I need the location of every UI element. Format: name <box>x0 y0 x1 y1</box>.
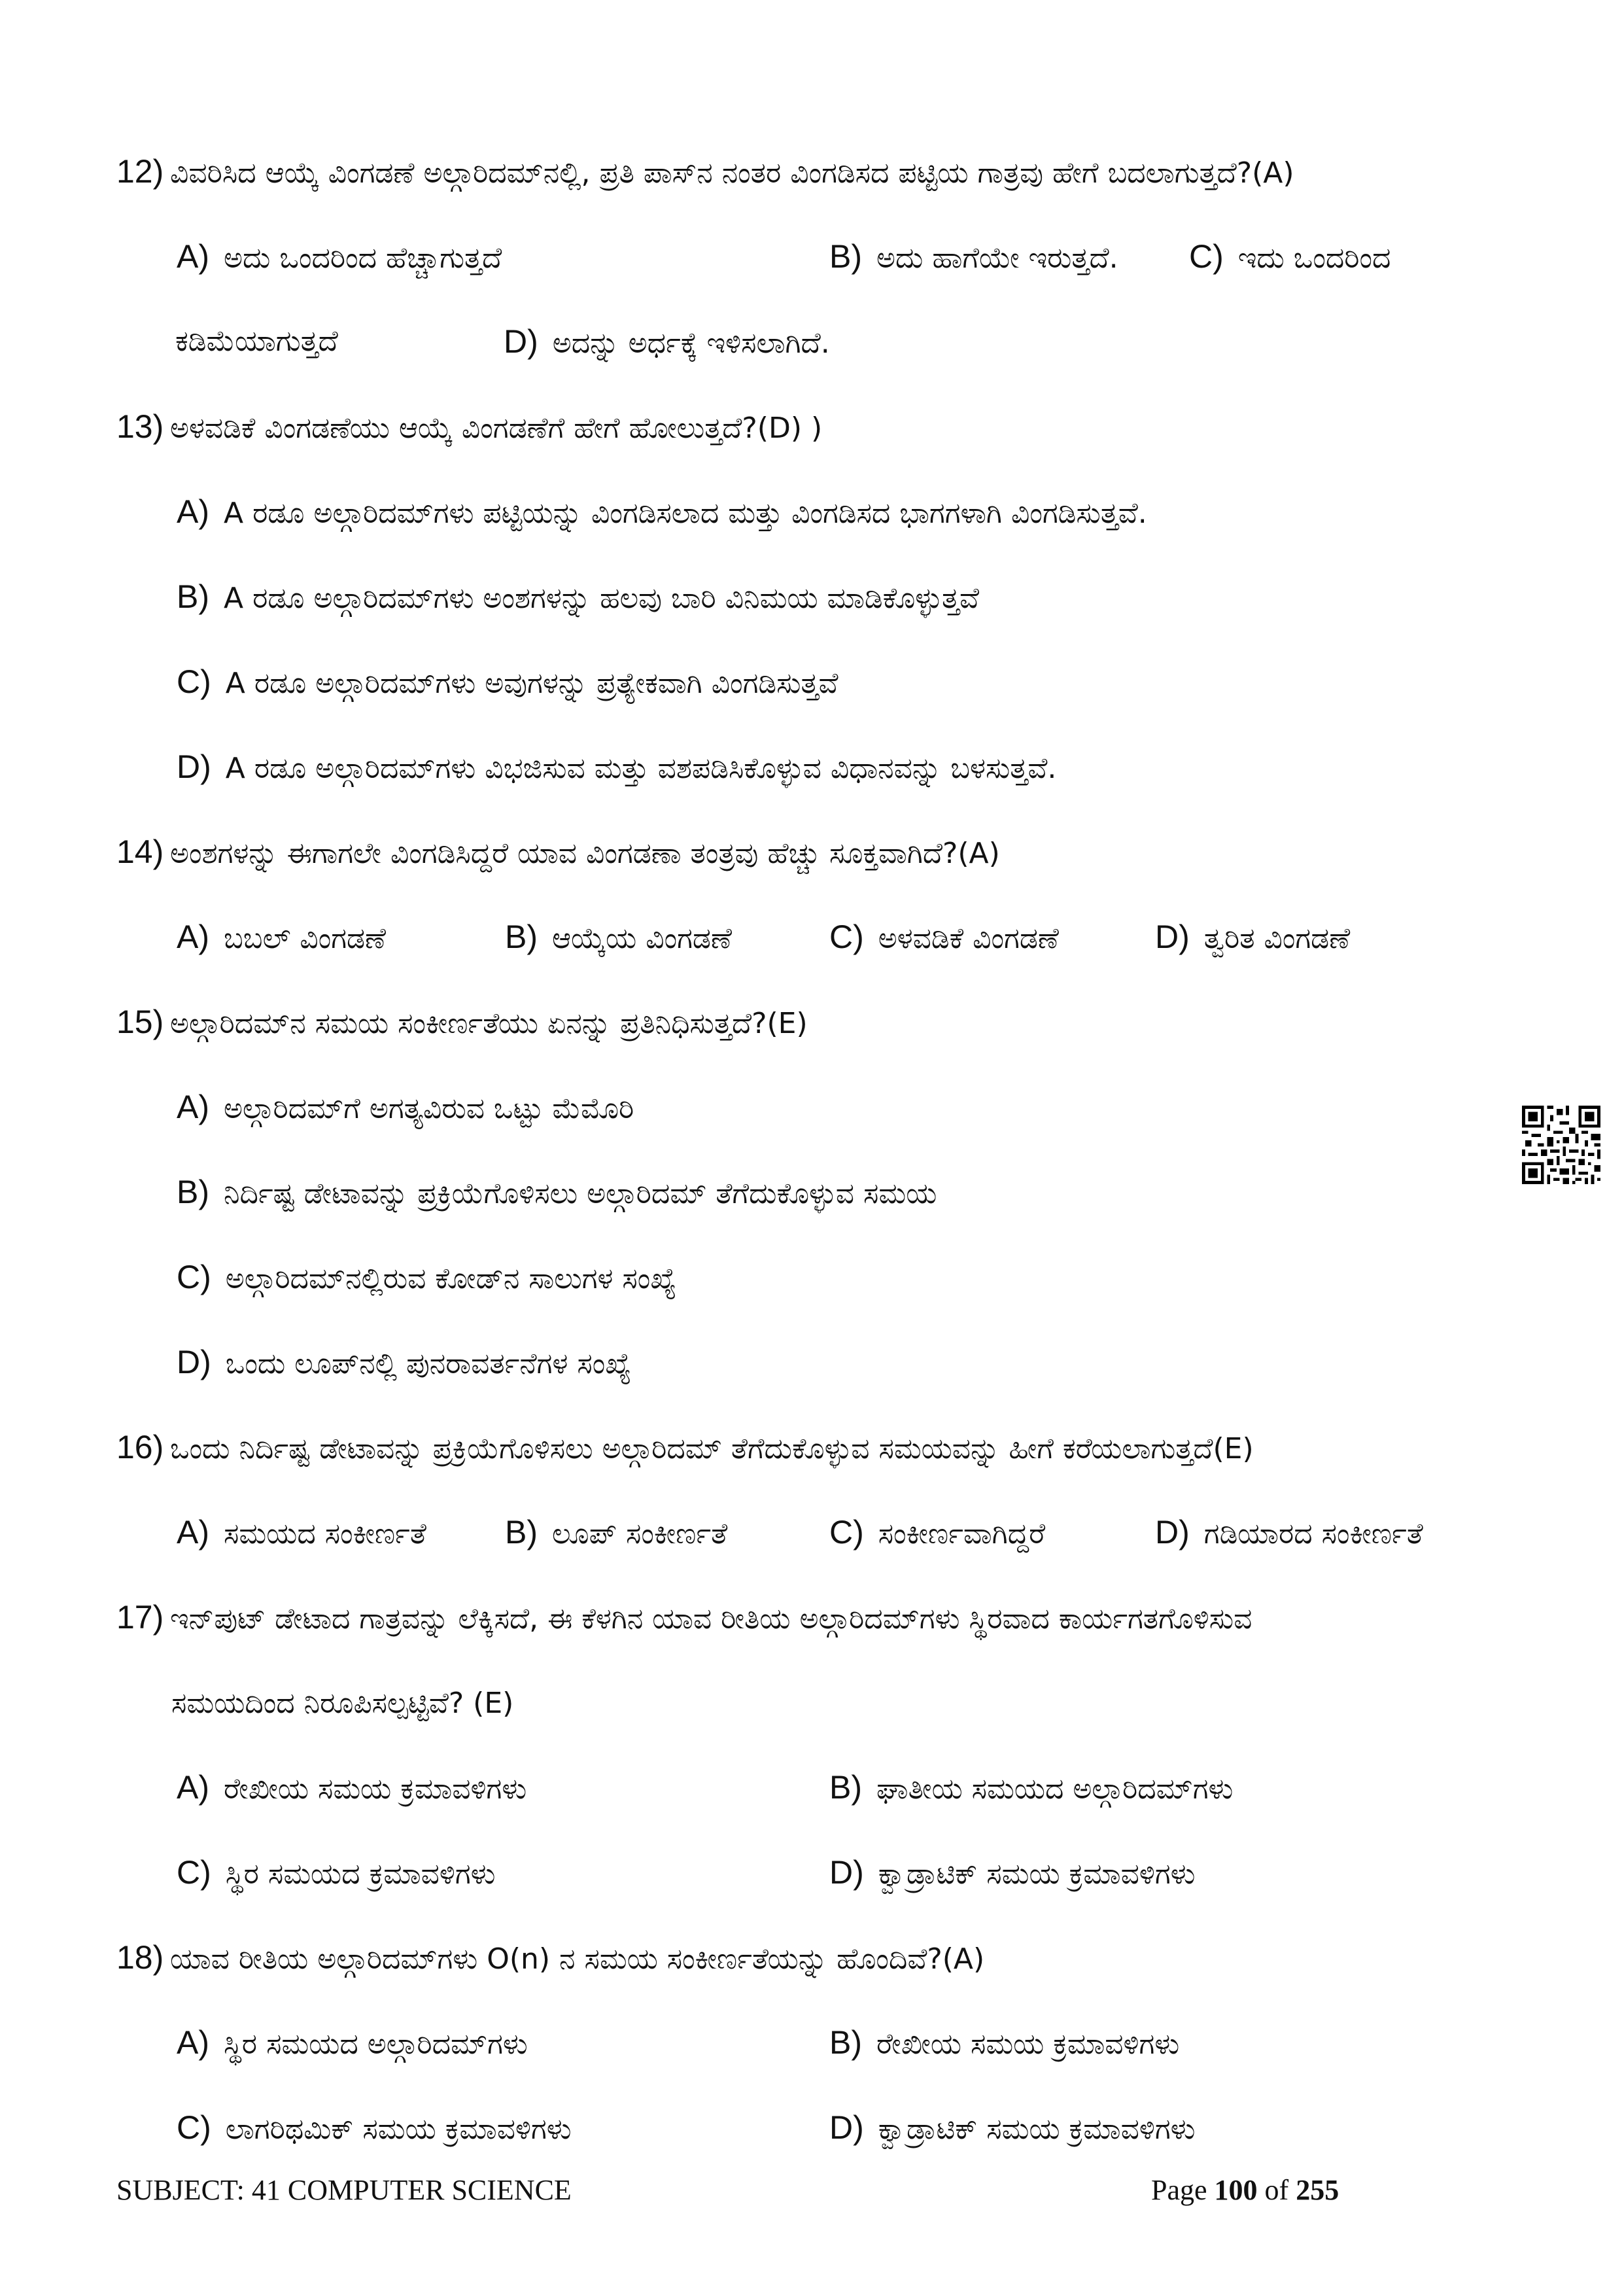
option-a: A) ಸಮಯದ ಸಂಕೀರ್ಣತೆ <box>177 1514 426 1550</box>
option-c: C) ಸಂಕೀರ್ಣವಾಗಿದ್ದರೆ <box>829 1514 1046 1550</box>
question-17 <box>116 1598 1252 1639</box>
question-text: ಇನ್‌ಪುಟ್ ಡೇಟಾದ ಗಾತ್ರವನ್ನು ಲೆಕ್ಕಿಸದೆ, ಈ ಕೆಳಗಿನ ಯಾವ ರೀತಿಯ ಅಲ್ಗಾರಿದಮ್‌ಗಳು ಸ್ಥಿರವಾದ ಕಾರ್ಯಗತಗೊಳಿಸುವ <box>170 1602 1253 1636</box>
footer-subject: SUBJECT: 41 COMPUTER SCIENCE <box>116 2174 572 2206</box>
question-text: ಅಲ್ಗಾರಿದಮ್‌ನ ಸಮಯ ಸಂಕೀರ್ಣತೆಯು ಏನನ್ನು ಪ್ರತಿನಿಧಿಸುತ್ತದೆ?(E) <box>170 1007 808 1040</box>
question-number: 16) <box>116 1429 164 1465</box>
question-text: ವಿವರಿಸಿದ ಆಯ್ಕೆ ವಿಂಗಡಣೆ ಅಲ್ಗಾರಿದಮ್‌ನಲ್ಲಿ, ಪ್ರತಿ ಪಾಸ್‌ನ ನಂತರ ವಿಂಗಡಿಸದ ಪಟ್ಟಿಯ ಗಾತ್ರವು ಹೇಗೆ ಬದಲಾಗುತ್ತದೆ?(A) <box>170 156 1294 190</box>
question-text: ಸಮಯದಿಂದ ನಿರೂಪಿಸಲ್ಪಟ್ಟಿವೆ? (E) <box>171 1687 514 1720</box>
option-d: D) ಒಂದು ಲೂಪ್‌ನಲ್ಲಿ ಪುನರಾವರ್ತನೆಗಳ ಸಂಖ್ಯೆ <box>177 1344 632 1380</box>
option-a: A) ಅದು ಒಂದರಿಂದ ಹೆಚ್ಚಾಗುತ್ತದೆ <box>177 238 502 275</box>
option-d: D) ಕ್ವಾಡ್ರಾಟಿಕ್ ಸಮಯ ಕ್ರಮಾವಳಿಗಳು <box>829 2109 1196 2146</box>
option-a: A) ಬಬಲ್ ವಿಂಗಡಣೆ <box>177 919 387 955</box>
option-c-continued: ಕಡಿಮೆಯಾಗುತ್ತದೆ <box>175 324 338 358</box>
option-a: A) ಅಲ್ಗಾರಿದಮ್‌ಗೆ ಅಗತ್ಯವಿರುವ ಒಟ್ಟು ಮೆಮೊರಿ <box>177 1089 634 1125</box>
question-17-continued <box>171 1683 513 1723</box>
option-c: C) ಅಳವಡಿಕೆ ವಿಂಗಡಣೆ <box>829 919 1059 955</box>
question-number: 13) <box>116 408 164 445</box>
option-d: D) ಕ್ವಾಡ್ರಾಟಿಕ್ ಸಮಯ ಕ್ರಮಾವಳಿಗಳು <box>829 1854 1196 1891</box>
option-c: C) ಸ್ಥಿರ ಸಮಯದ ಕ್ರಮಾವಳಿಗಳು <box>177 1854 496 1891</box>
question-text: ಒಂದು ನಿರ್ದಿಷ್ಟ ಡೇಟಾವನ್ನು ಪ್ರಕ್ರಿಯೆಗೊಳಿಸಲು ಅಲ್ಗಾರಿದಮ್ ತೆಗೆದುಕೊಳ್ಳುವ ಸಮಯವನ್ನು ಹೀಗೆ ಕರೆಯಲಾಗುತ್ತದೆ(E) <box>170 1432 1254 1465</box>
option-c: C) ಲಾಗರಿಥಮಿಕ್ ಸಮಯ ಕ್ರಮಾವಳಿಗಳು <box>177 2109 572 2146</box>
question-text: ಅಳವಡಿಕೆ ವಿಂಗಡಣೆಯು ಆಯ್ಕೆ ವಿಂಗಡಣೆಗೆ ಹೇಗೆ ಹೋಲುತ್ತದೆ?(D) ) <box>170 412 823 445</box>
question-14 <box>116 832 1000 873</box>
question-13 <box>116 407 822 448</box>
option-a: A) ಸ್ಥಿರ ಸಮಯದ ಅಲ್ಗಾರಿದಮ್‌ಗಳು <box>177 2024 528 2061</box>
option-b: B) ಘಾತೀಯ ಸಮಯದ ಅಲ್ಗಾರಿದಮ್‌ಗಳು <box>829 1769 1234 1806</box>
option-d: D) ಅದನ್ನು ಅರ್ಧಕ್ಕೆ ಇಳಿಸಲಾಗಿದೆ. <box>504 323 830 360</box>
option-c: C) ಇದು ಒಂದರಿಂದ <box>1189 238 1391 275</box>
question-number: 14) <box>116 833 164 870</box>
option-a: A) A ರಡೂ ಅಲ್ಗಾರಿದಮ್‌ಗಳು ಪಟ್ಟಿಯನ್ನು ವಿಂಗಡಿಸಲಾದ ಮತ್ತು ವಿಂಗಡಿಸದ ಭಾಗಗಳಾಗಿ ವಿಂಗಡಿಸುತ್ತವೆ. <box>177 493 1147 530</box>
option-b: B) ರೇಖೀಯ ಸಮಯ ಕ್ರಮಾವಳಿಗಳು <box>829 2024 1180 2061</box>
option-b: B) ಆಯ್ಕೆಯ ವಿಂಗಡಣೆ <box>505 919 732 955</box>
option-d: D) ಗಡಿಯಾರದ ಸಂಕೀರ್ಣತೆ <box>1155 1514 1423 1550</box>
option-a: A) ರೇಖೀಯ ಸಮಯ ಕ್ರಮಾವಳಿಗಳು <box>177 1769 527 1806</box>
option-b: B) ನಿರ್ದಿಷ್ಟ ಡೇಟಾವನ್ನು ಪ್ರಕ್ರಿಯೆಗೊಳಿಸಲು ಅಲ್ಗಾರಿದಮ್ ತೆಗೆದುಕೊಳ್ಳುವ ಸಮಯ <box>177 1174 937 1210</box>
question-number: 18) <box>116 1939 164 1976</box>
question-text: ಯಾವ ರೀತಿಯ ಅಲ್ಗಾರಿದಮ್‌ಗಳು O(n) ನ ಸಮಯ ಸಂಕೀರ್ಣತೆಯನ್ನು ಹೊಂದಿವೆ?(A) <box>170 1942 985 1976</box>
option-b: B) ಅದು ಹಾಗೆಯೇ ಇರುತ್ತದೆ. <box>829 238 1118 275</box>
option-b: B) ಲೂಪ್ ಸಂಕೀರ್ಣತೆ <box>505 1514 728 1550</box>
question-text: ಅಂಶಗಳನ್ನು ಈಗಾಗಲೇ ವಿಂಗಡಿಸಿದ್ದರೆ ಯಾವ ವಿಂಗಡಣಾ ತಂತ್ರವು ಹೆಚ್ಚು ಸೂಕ್ತವಾಗಿದೆ?(A) <box>170 837 1000 870</box>
question-number: 12) <box>116 153 164 190</box>
question-12 <box>116 152 1294 193</box>
option-c: C) A ರಡೂ ಅಲ್ಗಾರಿದಮ್‌ಗಳು ಅವುಗಳನ್ನು ಪ್ರತ್ಯೇಕವಾಗಿ ವಿಂಗಡಿಸುತ್ತವೆ <box>177 663 838 700</box>
option-b: B) A ರಡೂ ಅಲ್ಗಾರಿದಮ್‌ಗಳು ಅಂಶಗಳನ್ನು ಹಲವು ಬಾರಿ ವಿನಿಮಯ ಮಾಡಿಕೊಳ್ಳುತ್ತವೆ <box>177 578 980 615</box>
footer-page-number: Page 100 of 255 <box>1151 2174 1339 2206</box>
option-c: C) ಅಲ್ಗಾರಿದಮ್‌ನಲ್ಲಿರುವ ಕೋಡ್‌ನ ಸಾಲುಗಳ ಸಂಖ್ಯೆ <box>177 1259 677 1295</box>
question-18 <box>116 1938 984 1979</box>
option-d: D) A ರಡೂ ಅಲ್ಗಾರಿದಮ್‌ಗಳು ವಿಭಜಿಸುವ ಮತ್ತು ವಶಪಡಿಸಿಕೊಳ್ಳುವ ವಿಧಾನವನ್ನು ಬಳಸುತ್ತವೆ. <box>177 748 1057 785</box>
question-15 <box>116 1002 808 1043</box>
question-16 <box>116 1428 1254 1469</box>
question-number: 15) <box>116 1004 164 1040</box>
question-number: 17) <box>116 1599 164 1636</box>
qr-code-icon <box>1522 1106 1600 1184</box>
option-d: D) ತ್ವರಿತ ವಿಂಗಡಣೆ <box>1155 919 1351 955</box>
